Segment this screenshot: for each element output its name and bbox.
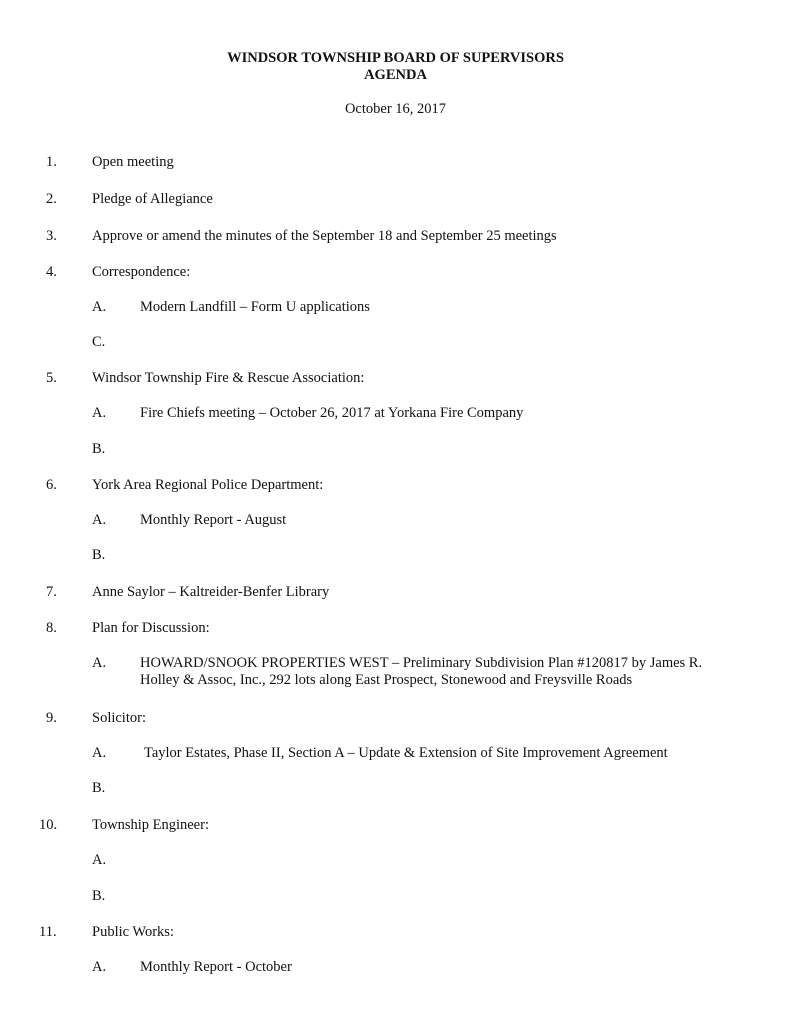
subitem-letter: A. — [92, 655, 107, 671]
item-number: 8. — [46, 620, 57, 636]
item-number: 9. — [46, 710, 57, 726]
item-number: 4. — [46, 264, 57, 280]
item-number: 1. — [46, 154, 57, 170]
item-text: Anne Saylor – Kaltreider-Benfer Library — [92, 584, 330, 600]
subitem-text: Taylor Estates, Phase II, Section A – Update & Extension of Site Improvement Agreement — [144, 745, 668, 761]
item-text: Solicitor: — [92, 710, 146, 726]
item-text: Open meeting — [92, 154, 174, 170]
subitem-letter: C. — [92, 334, 106, 350]
item-text: Windsor Township Fire & Rescue Association: — [92, 370, 365, 386]
subitem-text: Monthly Report - October — [140, 959, 292, 975]
item-number: 3. — [46, 228, 57, 244]
subitem-letter: A. — [92, 852, 107, 868]
subitem-letter: A. — [92, 512, 107, 528]
item-number: 7. — [46, 584, 57, 600]
subitem-letter: A. — [92, 959, 107, 975]
item-number: 2. — [46, 191, 57, 207]
subitem-letter: B. — [92, 547, 106, 563]
document-title: WINDSOR TOWNSHIP BOARD OF SUPERVISORS — [227, 50, 564, 66]
subitem-letter: B. — [92, 888, 106, 904]
item-text: York Area Regional Police Department: — [92, 477, 324, 493]
subitem-text: Fire Chiefs meeting – October 26, 2017 at Yorkana Fire Company — [140, 405, 524, 421]
subitem-letter: A. — [92, 299, 107, 315]
subitem-letter: B. — [92, 780, 106, 796]
subitem-letter: B. — [92, 441, 106, 457]
meeting-date: October 16, 2017 — [344, 101, 447, 117]
subitem-letter: A. — [92, 745, 107, 761]
item-text: Approve or amend the minutes of the September 18 and September 25 meetings — [92, 228, 557, 244]
item-number: 11. — [39, 924, 57, 940]
subitem-text: HOWARD/SNOOK PROPERTIES WEST – Preliminary Subdivision Plan #120817 by James R. Holley & Assoc, Inc., 292 lots along East Prospect, Stonewood and Freysville Roads — [140, 655, 703, 688]
subitem-text: Modern Landfill – Form U applications — [140, 299, 370, 315]
item-text: Plan for Discussion: — [92, 620, 210, 636]
item-number: 10. — [39, 817, 58, 833]
item-text: Township Engineer: — [92, 817, 209, 833]
item-text: Pledge of Allegiance — [92, 191, 213, 207]
item-text: Public Works: — [92, 924, 174, 940]
item-text: Correspondence: — [92, 264, 191, 280]
item-number: 6. — [46, 477, 57, 493]
subitem-letter: A. — [92, 405, 107, 421]
item-number: 5. — [46, 370, 57, 386]
document-subtitle: AGENDA — [364, 67, 427, 83]
subitem-text: Monthly Report - August — [140, 512, 287, 528]
